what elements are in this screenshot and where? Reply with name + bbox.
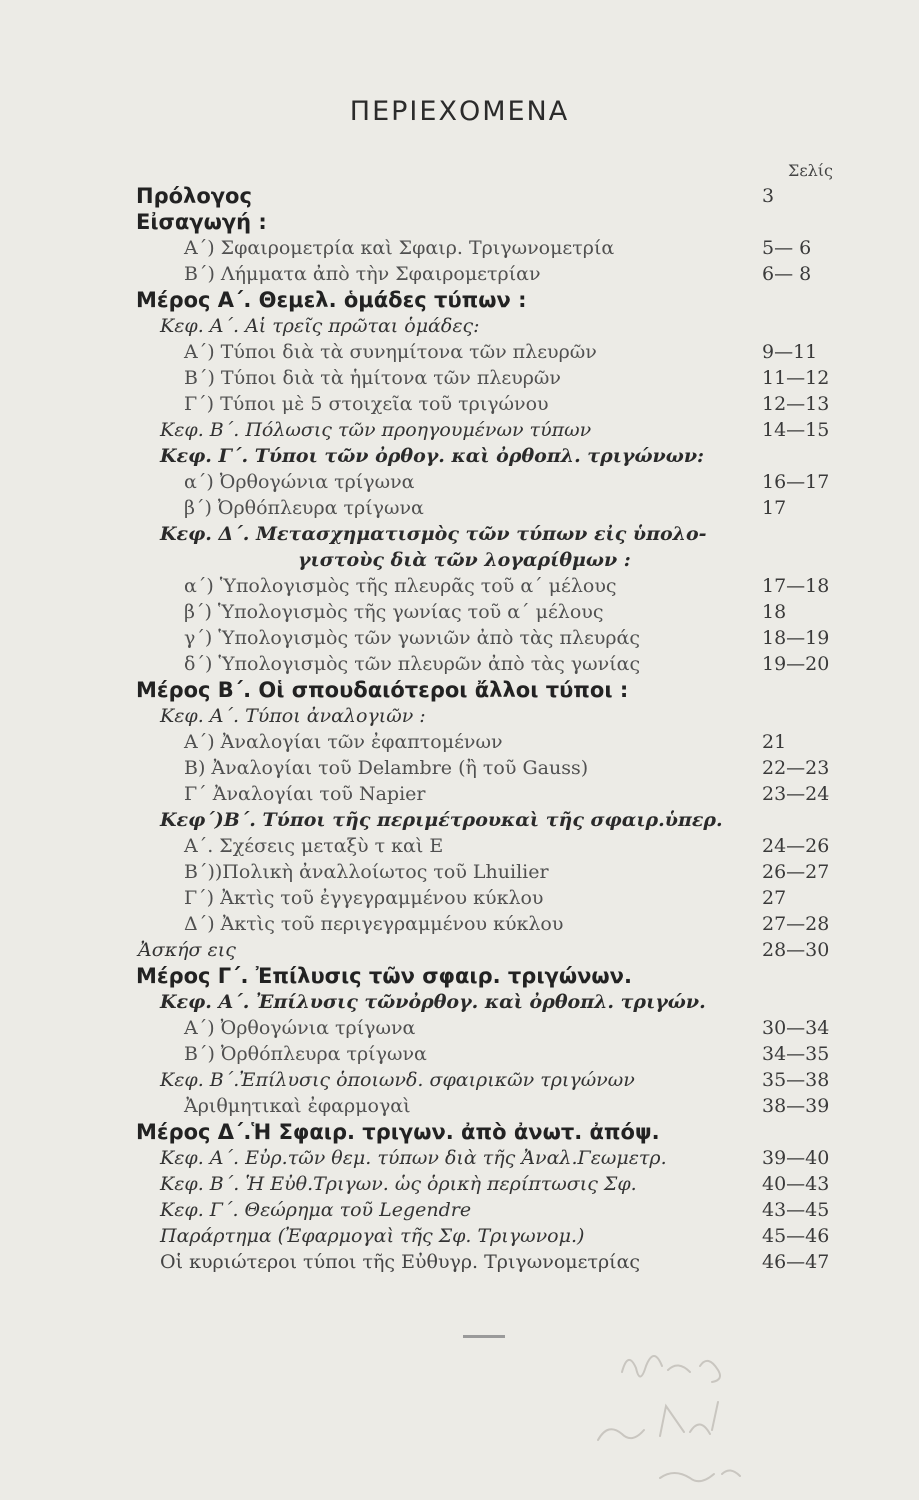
page-title: ΠΕΡΙΕΧΟΜΕΝΑ: [349, 96, 570, 127]
toc-page: 23—24: [762, 783, 830, 805]
toc-row: [0, 1015, 919, 1041]
toc-row: [0, 1093, 919, 1119]
toc-page: 28—30: [762, 939, 830, 961]
toc-entry: γ΄) Ὑπολογισμὸς τῶν γωνιῶν ἀπὸ τὰς πλευράς: [184, 627, 641, 649]
toc-row: [0, 807, 919, 833]
toc-page: 9—11: [762, 341, 818, 363]
toc-row: [0, 781, 919, 807]
toc-row: [0, 1119, 919, 1145]
toc-page: 27—28: [762, 913, 830, 935]
toc-page: 43—45: [762, 1199, 830, 1221]
toc-page: 40—43: [762, 1173, 830, 1195]
toc-entry: Γ΄) Τύποι μὲ 5 στοιχεῖα τοῦ τριγώνου: [184, 393, 549, 415]
toc-entry: Γ΄ Ἀναλογίαι τοῦ Napier: [184, 783, 426, 805]
toc-row: [0, 261, 919, 287]
toc-entry: Πρόλογος: [136, 184, 252, 208]
toc-row: [0, 989, 919, 1015]
toc-entry: Κεφ. Β΄. Ἡ Εὐθ.Τριγων. ὡς ὁρικὴ περίπτωσις Σφ.: [160, 1173, 637, 1195]
toc-row: [0, 235, 919, 261]
toc-entry: Οἱ κυριώτεροι τύποι τῆς Εὐθυγρ. Τριγωνομετρίας: [160, 1251, 641, 1273]
toc-row: [0, 937, 919, 963]
toc-row: [0, 313, 919, 339]
toc-row: [0, 1197, 919, 1223]
toc-row: [0, 911, 919, 937]
toc-entry: Κεφ. Α΄. Τύποι ἀναλογιῶν :: [160, 705, 426, 727]
toc-row: [0, 1067, 919, 1093]
toc-entry: Κεφ. Γ΄. Τύποι τῶν ὀρθογ. καὶ ὀρθοπλ. τριγώνων:: [160, 445, 705, 467]
table-of-contents: [0, 183, 919, 1275]
toc-entry: δ΄) Ὑπολογισμὸς τῶν πλευρῶν ἀπὸ τὰς γωνίας: [184, 653, 641, 675]
toc-page: 22—23: [762, 757, 830, 779]
toc-row: [0, 547, 919, 573]
toc-entry: α΄) Ὀρθογώνια τρίγωνα: [184, 471, 415, 493]
toc-row: [0, 1145, 919, 1171]
toc-entry: α΄) Ὑπολογισμὸς τῆς πλευρᾶς τοῦ α΄ μέλους: [184, 575, 617, 597]
toc-entry: β΄) Ὑπολογισμὸς τῆς γωνίας τοῦ α΄ μέλους: [184, 601, 604, 623]
toc-entry: Β΄) Τύποι διὰ τὰ ἡμίτονα τῶν πλευρῶν: [184, 367, 561, 389]
toc-page: 18: [762, 601, 787, 623]
toc-row: [0, 625, 919, 651]
toc-entry: Α΄) Σφαιρομετρία καὶ Σφαιρ. Τριγωνομετρία: [184, 237, 615, 259]
toc-entry: Γ΄) Ἀκτὶς τοῦ ἐγγεγραμμένου κύκλου: [184, 887, 544, 909]
toc-row: [0, 599, 919, 625]
toc-page: 16—17: [762, 471, 830, 493]
toc-entry: Παράρτημα (Ἐφαρμογαὶ τῆς Σφ. Τριγωνομ.): [160, 1225, 585, 1247]
toc-entry: Κεφ. Α΄. Εὐρ.τῶν θεμ. τύπων διὰ τῆς Ἀναλ.Γεωμετρ.: [160, 1147, 667, 1169]
toc-page: 5— 6: [762, 237, 812, 259]
toc-row: [0, 365, 919, 391]
toc-row: [0, 729, 919, 755]
toc-row: [0, 859, 919, 885]
toc-row: [0, 885, 919, 911]
toc-row: [0, 833, 919, 859]
toc-entry: γιστοὺς διὰ τῶν λογαρίθμων :: [298, 549, 631, 571]
toc-page: 12—13: [762, 393, 830, 415]
toc-page: 17: [762, 497, 787, 519]
toc-row: [0, 391, 919, 417]
toc-entry: Κεφ. Α΄. Ἐπίλυσις τῶνὀρθογ. καὶ ὀρθοπλ. τριγών.: [160, 991, 706, 1013]
toc-page: 27: [762, 887, 787, 909]
toc-row: [0, 1171, 919, 1197]
toc-entry: Β) Ἀναλογίαι τοῦ Delambre (ἢ τοῦ Gauss): [184, 757, 589, 779]
toc-entry: β΄) Ὀρθόπλευρα τρίγωνα: [184, 497, 424, 519]
toc-page: 19—20: [762, 653, 830, 675]
toc-row: [0, 495, 919, 521]
toc-entry: Κεφ. Β΄. Πόλωσις τῶν προηγουμένων τύπων: [160, 419, 592, 441]
toc-entry: Δ΄) Ἀκτὶς τοῦ περιγεγραμμένου κύκλου: [184, 913, 564, 935]
toc-entry: Μέρος Δ΄.Ἡ Σφαιρ. τριγων. ἀπὸ ἀνωτ. ἀπόψ.: [136, 1120, 660, 1144]
toc-page: 34—35: [762, 1043, 830, 1065]
toc-row: [0, 703, 919, 729]
toc-entry: Μέρος Β΄. Οἱ σπουδαιότεροι ἄλλοι τύποι :: [136, 678, 629, 702]
toc-row: [0, 209, 919, 235]
toc-row: [0, 755, 919, 781]
toc-page: 45—46: [762, 1225, 830, 1247]
toc-page: 3: [762, 185, 775, 207]
toc-entry: Κεφ. Β΄.Ἐπίλυσις ὁποιωνδ. σφαιρικῶν τριγώνων: [160, 1069, 635, 1091]
toc-row: [0, 677, 919, 703]
toc-entry: Κεφ΄)Β΄. Τύποι τῆς περιμέτρουκαὶ τῆς σφαιρ.ὑπερ.: [160, 809, 723, 831]
toc-entry: Α΄) Ὀρθογώνια τρίγωνα: [184, 1017, 416, 1039]
toc-row: [0, 1249, 919, 1275]
toc-row: [0, 183, 919, 209]
toc-entry: Κεφ. Γ΄. Θεώρημα τοῦ Legendre: [160, 1199, 472, 1221]
divider-rule: [463, 1335, 505, 1338]
toc-entry: Μέρος Α΄. Θεμελ. ὁμάδες τύπων :: [136, 288, 527, 312]
toc-page: 35—38: [762, 1069, 830, 1091]
toc-row: [0, 651, 919, 677]
toc-entry: Β΄))Πολικὴ ἀναλλοίωτος τοῦ Lhuilier: [184, 861, 549, 883]
toc-row: [0, 1041, 919, 1067]
toc-entry: Εἰσαγωγή :: [136, 210, 267, 234]
toc-entry: Α΄) Τύποι διὰ τὰ συνημίτονα τῶν πλευρῶν: [184, 341, 597, 363]
toc-page: 18—19: [762, 627, 830, 649]
toc-page: 38—39: [762, 1095, 830, 1117]
toc-row: [0, 287, 919, 313]
toc-row: [0, 521, 919, 547]
toc-row: [0, 573, 919, 599]
toc-row: [0, 417, 919, 443]
toc-row: [0, 339, 919, 365]
toc-page: 26—27: [762, 861, 830, 883]
toc-page: 30—34: [762, 1017, 830, 1039]
toc-entry: Α΄. Σχέσεις μεταξὺ τ καὶ Ε: [184, 835, 444, 857]
toc-entry: Β΄) Ὀρθόπλευρα τρίγωνα: [184, 1043, 427, 1065]
toc-page: 21: [762, 731, 787, 753]
toc-row: [0, 1223, 919, 1249]
toc-entry: Μέρος Γ΄. Ἐπίλυσις τῶν σφαιρ. τριγώνων.: [136, 964, 632, 988]
toc-row: [0, 443, 919, 469]
toc-entry: Ἀσκήσ εις: [138, 939, 236, 961]
toc-page: 14—15: [762, 419, 830, 441]
toc-row: [0, 963, 919, 989]
toc-page: 17—18: [762, 575, 830, 597]
toc-entry: Α΄) Ἀναλογίαι τῶν ἐφαπτομένων: [184, 731, 503, 753]
toc-page: 6— 8: [762, 263, 812, 285]
pages-column-label: Σελίς: [788, 161, 833, 180]
toc-page: 11—12: [762, 367, 830, 389]
toc-entry: Κεφ. Α΄. Αἱ τρεῖς πρῶται ὁμάδες:: [160, 315, 480, 337]
toc-entry: Β΄) Λήμματα ἀπὸ τὴν Σφαιρομετρίαν: [184, 263, 541, 285]
toc-page: 24—26: [762, 835, 830, 857]
toc-page: 39—40: [762, 1147, 830, 1169]
toc-entry: Ἀριθμητικαὶ ἐφαρμογαὶ: [184, 1095, 411, 1117]
toc-row: [0, 469, 919, 495]
toc-page: 46—47: [762, 1251, 830, 1273]
toc-entry: Κεφ. Δ΄. Μετασχηματισμὸς τῶν τύπων εἰς ὑπολο-: [160, 523, 707, 545]
